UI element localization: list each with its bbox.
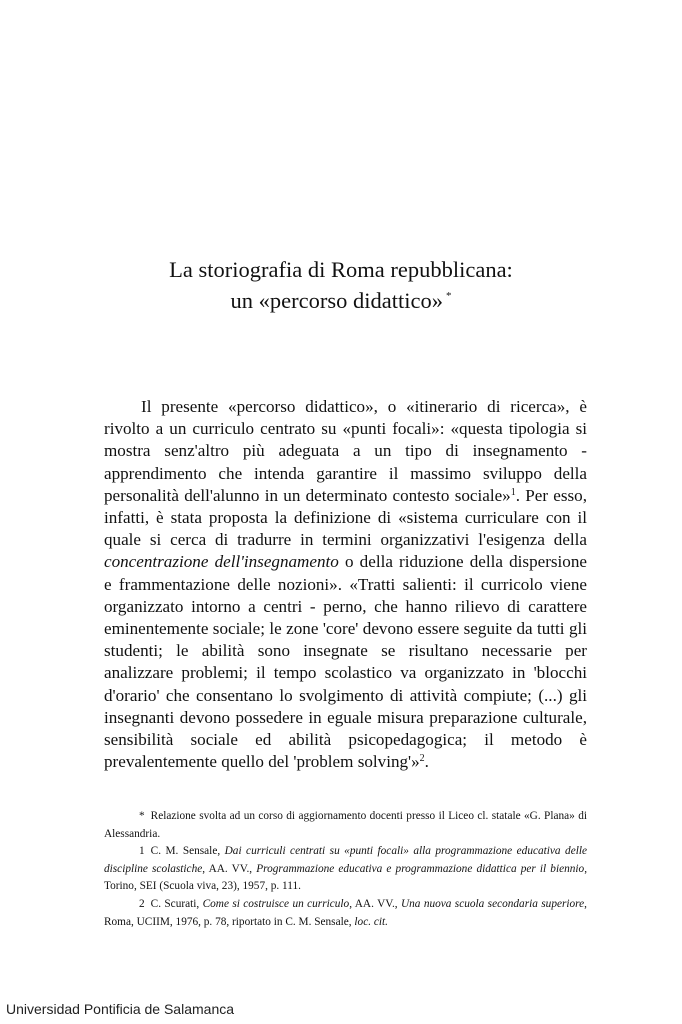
title-line-2-text: un «percorso didattico» xyxy=(230,288,443,313)
footnote-2-number: 2 xyxy=(139,897,145,910)
paragraph xyxy=(104,396,587,773)
footnote-star xyxy=(104,808,587,843)
paragraph-segment-2: . Per esso, infatti, è stata proposta la definizione di «sistema curriculare con il quale si cerca di tradurre in termini organizzativi l'esigenza della xyxy=(104,485,587,550)
footnote-ref-1: 1 xyxy=(510,486,516,498)
footnote-2-volume: Una nuova scuola secondaria superiore xyxy=(400,897,585,910)
main-paragraph xyxy=(104,396,587,773)
footnote-star-marker: * xyxy=(139,810,145,822)
footnotes xyxy=(104,808,587,931)
footnote-2-loc-cit: loc. cit. xyxy=(354,915,388,928)
chapter-title xyxy=(0,256,682,314)
footnote-1-imprint: , Torino, SEI (Scuola viva, 23), 1957, p. 111. xyxy=(104,862,588,893)
footnote-2-author: C. Scurati, xyxy=(150,897,203,910)
title-line-2 xyxy=(0,283,682,314)
title-note-marker: * xyxy=(445,290,452,302)
footnote-1-title: Dai curriculi centrati su «punti focali» alla programmazione educativa delle discipline scolastiche xyxy=(104,845,587,875)
paragraph-segment-4: o della riduzione della dispersione e frammentazione delle nozioni». «Tratti salienti: il curricolo viene organizzato intorno a centri - perno, che hanno rilievo di carattere eminentemente sociale; le zone 'core' devono essere seguite da tutti gli studenti; le abilità sono insegnate se risultano necessarie per analizzare problemi; il tempo scolastico va organizzato in 'blocchi d'orario' che consentano lo svolgimento di attività compiute; (...) gli insegnanti devono possedere in eguale misura preparazione culturale, sensibilità sociale ed abilità psicopedagogica; il metodo è prevalentemente quello del 'problem solving'» xyxy=(104,552,587,772)
paragraph-segment-1: Il presente «percorso didattico», o «itinerario di ricerca», è rivolto a un curriculo centrato su «punti focali»: «questa tipologia si mostra senz'altro più adeguata a un tipo di insegnamento - apprendimento che intenda garantire il massimo sviluppo della personalità dell'alunno in un determinato contesto sociale» xyxy=(104,397,587,505)
paragraph-segment-5: . xyxy=(424,752,429,772)
footnote-2-title: Come si costruisce un curriculo xyxy=(202,897,350,910)
library-watermark: Universidad Pontificia de Salamanca xyxy=(6,1001,235,1017)
footnote-1-volume: Programmazione educativa e programmazione didattica per il biennio xyxy=(256,862,585,875)
footnote-2 xyxy=(104,896,587,931)
title-line-1: La storiografia di Roma repubblicana: xyxy=(169,257,513,282)
footnote-1-sep: , AA. VV., xyxy=(202,862,257,875)
footnote-ref-2: 2 xyxy=(419,753,425,765)
footnote-2-sep: , AA. VV., xyxy=(349,897,401,910)
paragraph-italic-term: concentrazione dell'insegnamento xyxy=(104,552,339,572)
footnote-1-number: 1 xyxy=(139,845,145,858)
footnote-1 xyxy=(104,843,587,896)
footnote-1-author: C. M. Sensale, xyxy=(150,845,225,858)
footnote-star-text: Relazione svolta ad un corso di aggiornamento docenti presso il Liceo cl. statale «G. Plana» di Alessandria. xyxy=(104,810,587,840)
footnote-2-imprint: , Roma, UCIIM, 1976, p. 78, riportato in C. M. Sensale, xyxy=(104,897,587,928)
